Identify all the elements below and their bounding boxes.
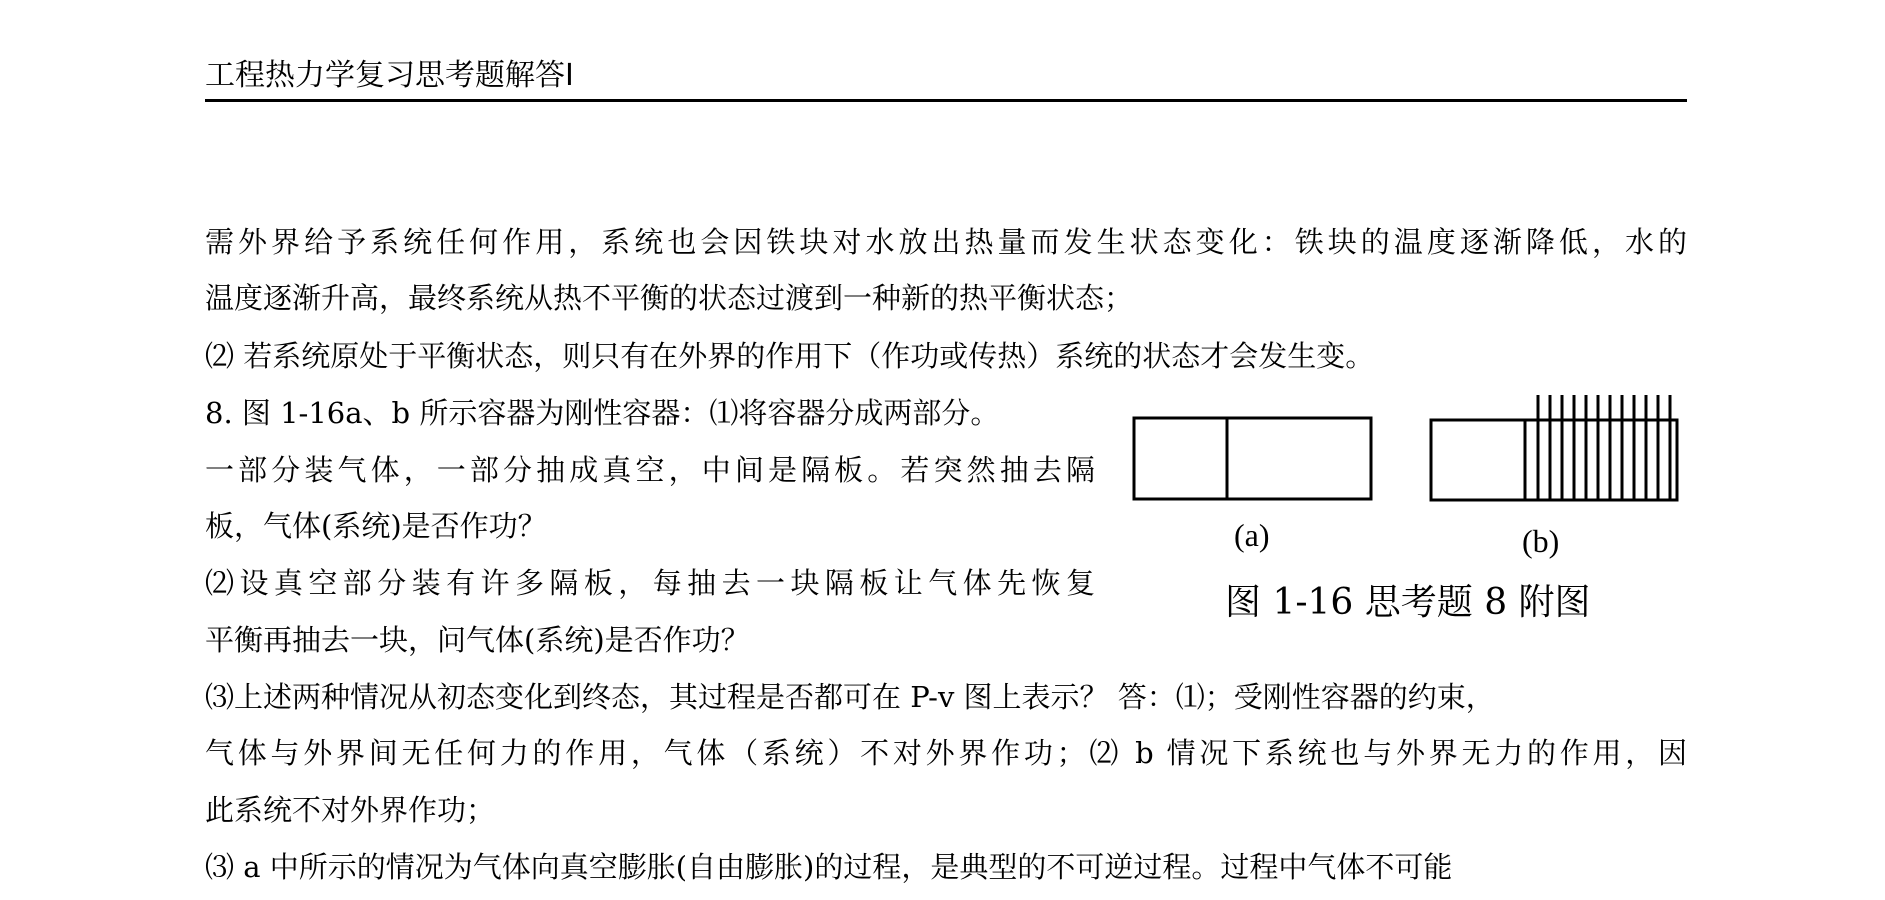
text-line-1: 需外界给予系统任何作用，系统也会因铁块对水放出热量而发生状态变化：铁块的温度逐渐降低，水的 (205, 225, 1687, 259)
answer-line-3: 此系统不对外界作功； (205, 793, 496, 827)
container-b-outline (1431, 420, 1677, 500)
container-b (1431, 395, 1677, 500)
figure-label-b: (b) (1522, 523, 1560, 559)
container-diagrams (1125, 395, 1685, 575)
page-header-title: 工程热力学复习思考题解答Ⅰ (205, 58, 574, 93)
text-line-3: ⑵ 若系统原处于平衡状态，则只有在外界的作用下（作功或传热）系统的状态才会发生变。 (205, 339, 1375, 373)
question-8-line-1: 8. 图 1-16a、b 所示容器为刚性容器：⑴将容器分成两部分。 (205, 396, 1000, 430)
text-line-2: 温度逐渐升高，最终系统从热不平衡的状态过渡到一种新的热平衡状态； (205, 281, 1134, 315)
answer-line-1: ⑶上述两种情况从初态变化到终态，其过程是否都可在 P-v 图上表示？ 答：⑴；受刚性容器的约束， (205, 680, 1495, 714)
answer-line-2: 气体与外界间无任何力的作用，气体（系统）不对外界作功；⑵ b 情况下系统也与外界无力的作用，因 (205, 736, 1687, 770)
figure-1-16 (1125, 395, 1685, 635)
question-8-line-4: ⑵设真空部分装有许多隔板，每抽去一块隔板让气体先恢复 (205, 566, 1095, 600)
answer-line-4: ⑶ a 中所示的情况为气体向真空膨胀(自由膨胀)的过程，是典型的不可逆过程。过程中气体不可能 (205, 850, 1453, 884)
question-8-line-5: 平衡再抽去一块，问气体(系统)是否作功？ (205, 623, 750, 657)
figure-label-a: (a) (1234, 517, 1270, 553)
header-rule (205, 99, 1687, 102)
container-a-outline (1134, 418, 1371, 499)
figure-caption: 图 1-16 思考题 8 附图 (1225, 582, 1591, 623)
container-a (1134, 418, 1371, 499)
question-8-line-3: 板，气体(系统)是否作功？ (205, 509, 547, 543)
question-8-line-2: 一部分装气体，一部分抽成真空，中间是隔板。若突然抽去隔 (205, 453, 1095, 487)
